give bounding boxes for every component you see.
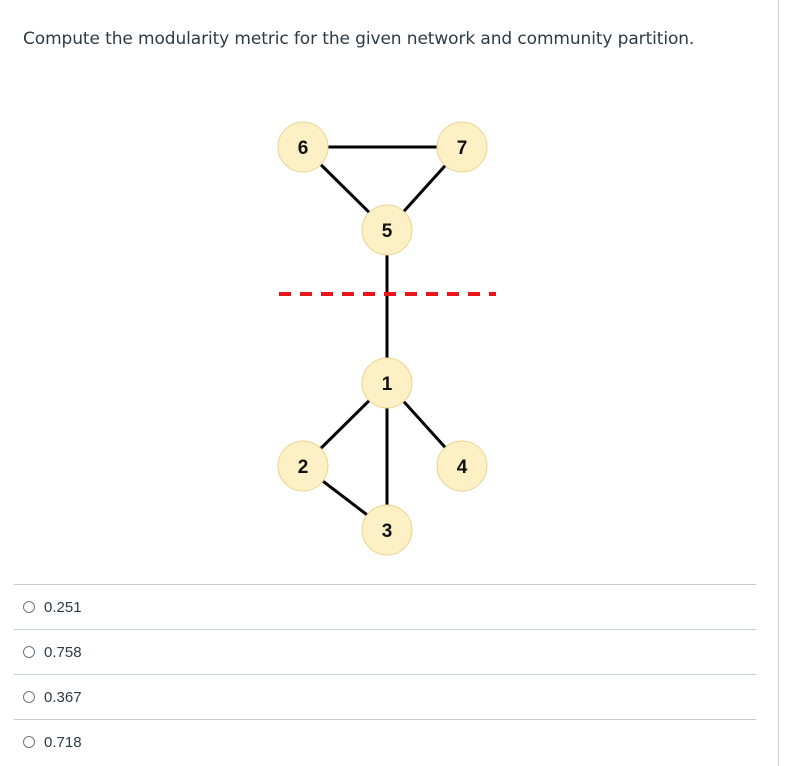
node-6 xyxy=(278,122,328,172)
answer-label: 0.758 xyxy=(44,643,82,661)
node-4 xyxy=(437,441,487,491)
node-1-label: 1 xyxy=(381,374,393,395)
node-7 xyxy=(437,122,487,172)
radio-button[interactable] xyxy=(23,646,35,658)
node-3-label: 3 xyxy=(381,521,393,542)
node-5 xyxy=(362,205,412,255)
answer-label: 0.367 xyxy=(44,688,82,706)
answer-options xyxy=(14,584,756,764)
answer-option-1[interactable] xyxy=(14,584,756,629)
answer-option-4[interactable] xyxy=(14,719,756,764)
node-2-label: 2 xyxy=(297,457,309,478)
answer-option-2[interactable] xyxy=(14,629,756,674)
radio-button[interactable] xyxy=(23,691,35,703)
node-7-label: 7 xyxy=(456,138,468,159)
node-4-label: 4 xyxy=(456,457,468,478)
node-2 xyxy=(278,441,328,491)
answer-label: 0.251 xyxy=(44,598,82,616)
answer-option-3[interactable] xyxy=(14,674,756,719)
node-6-label: 6 xyxy=(297,138,309,159)
radio-button[interactable] xyxy=(23,601,35,613)
node-1 xyxy=(362,358,412,408)
radio-button[interactable] xyxy=(23,736,35,748)
answer-label: 0.718 xyxy=(44,733,82,751)
node-5-label: 5 xyxy=(381,221,393,242)
question-text: Compute the modularity metric for the given network and community partition. xyxy=(23,29,695,49)
node-3 xyxy=(362,505,412,555)
